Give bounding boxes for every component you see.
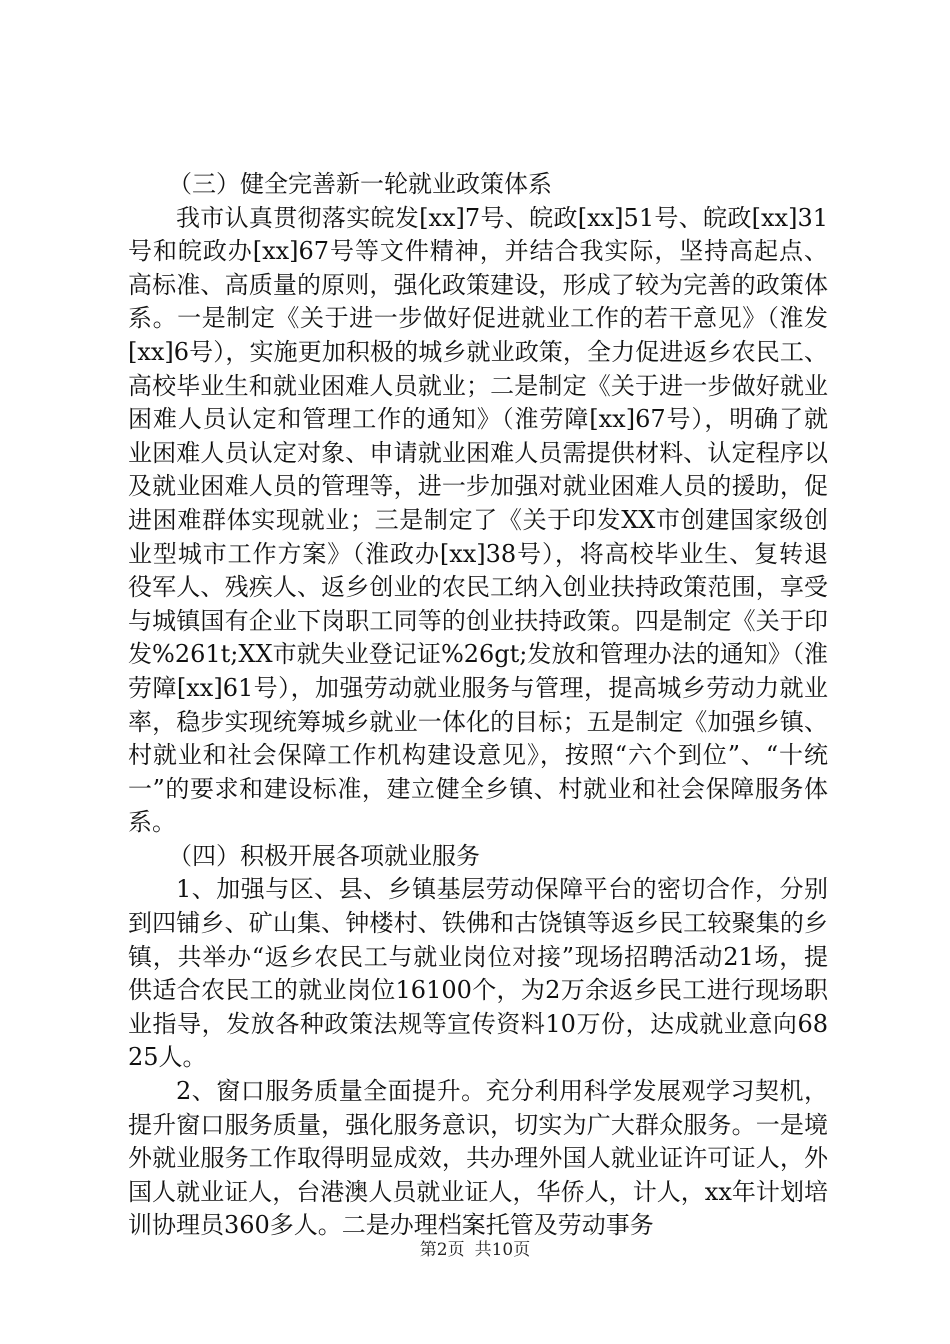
page-number: 第2页 bbox=[419, 1240, 465, 1260]
paragraph-window-service: 2、窗口服务质量全面提升。充分利用科学发展观学习契机，提升窗口服务质量，强化服务意识，切实为广大群众服务。一是境外就业服务工作取得明显成效，共办理外国人就业证许可证人，外国人就业证人，台港澳人员就业证人，华侨人，计人，xx年计划培训协理员360多人。二是办理档案托管及劳动事务 bbox=[128, 1077, 828, 1240]
page-footer bbox=[0, 1239, 950, 1261]
section-heading-4: （四）积极开展各项就业服务 bbox=[168, 841, 480, 870]
paragraph-service-cooperation: 1、加强与区、县、乡镇基层劳动保障平台的密切合作，分别到四铺乡、矿山集、钟楼村、铁佛和古饶镇等返乡民工较聚集的乡镇，共举办“返乡农民工与就业岗位对接”现场招聘活动21场，提供适合农民工的就业岗位16100个，为2万余返乡民工进行现场职业指导，发放各种政策法规等宣传资料10万份，达成就业意向6825人。 bbox=[128, 875, 828, 1072]
document-body bbox=[128, 168, 828, 1243]
section-heading-3: （三）健全完善新一轮就业政策体系 bbox=[168, 170, 552, 198]
paragraph-policy-system: 我市认真贯彻落实皖发[xx]7号、皖政[xx]51号、皖政[xx]31号和皖政办[xx]67号等文件精神，并结合我实际，坚持高起点、高标准、高质量的原则，强化政策建设，形成了较为完善的政策体系。一是制定《关于进一步做好促进就业工作的若干意见》（淮发[xx]6号），实施更加积极的城乡就业政策，全力促进返乡农民工、高校毕业生和就业困难人员就业；二是制定《关于进一步做好就业困难人员认定和管理工作的通知》（淮劳障[xx]67号），明确了就业困难人员认定对象、申请就业困难人员需提供材料、认定程序以及就业困难人员的管理等，进一步加强对就业困难人员的援助，促进困难群体实现就业；三是制定了《关于印发XX市创建国家级创业型城市工作方案》（淮政办[xx]38号），将高校毕业生、复转退役军人、残疾人、返乡创业的农民工纳入创业扶持政策范围，享受与城镇国有企业下岗职工同等的创业扶持政策。四是制定《关于印发%261t;XX市就失业登记证%26gt;发放和管理办法的通知》（淮劳障[xx]61号），加强劳动就业服务与管理，提高城乡劳动力就业率，稳步实现统筹城乡就业一体化的目标；五是制定《加强乡镇、村就业和社会保障工作机构建设意见》，按照“六个到位”、“十统一”的要求和建设标准，建立健全乡镇、村就业和社会保障服务体系。 bbox=[128, 203, 828, 837]
page-total: 共10页 bbox=[474, 1240, 531, 1260]
